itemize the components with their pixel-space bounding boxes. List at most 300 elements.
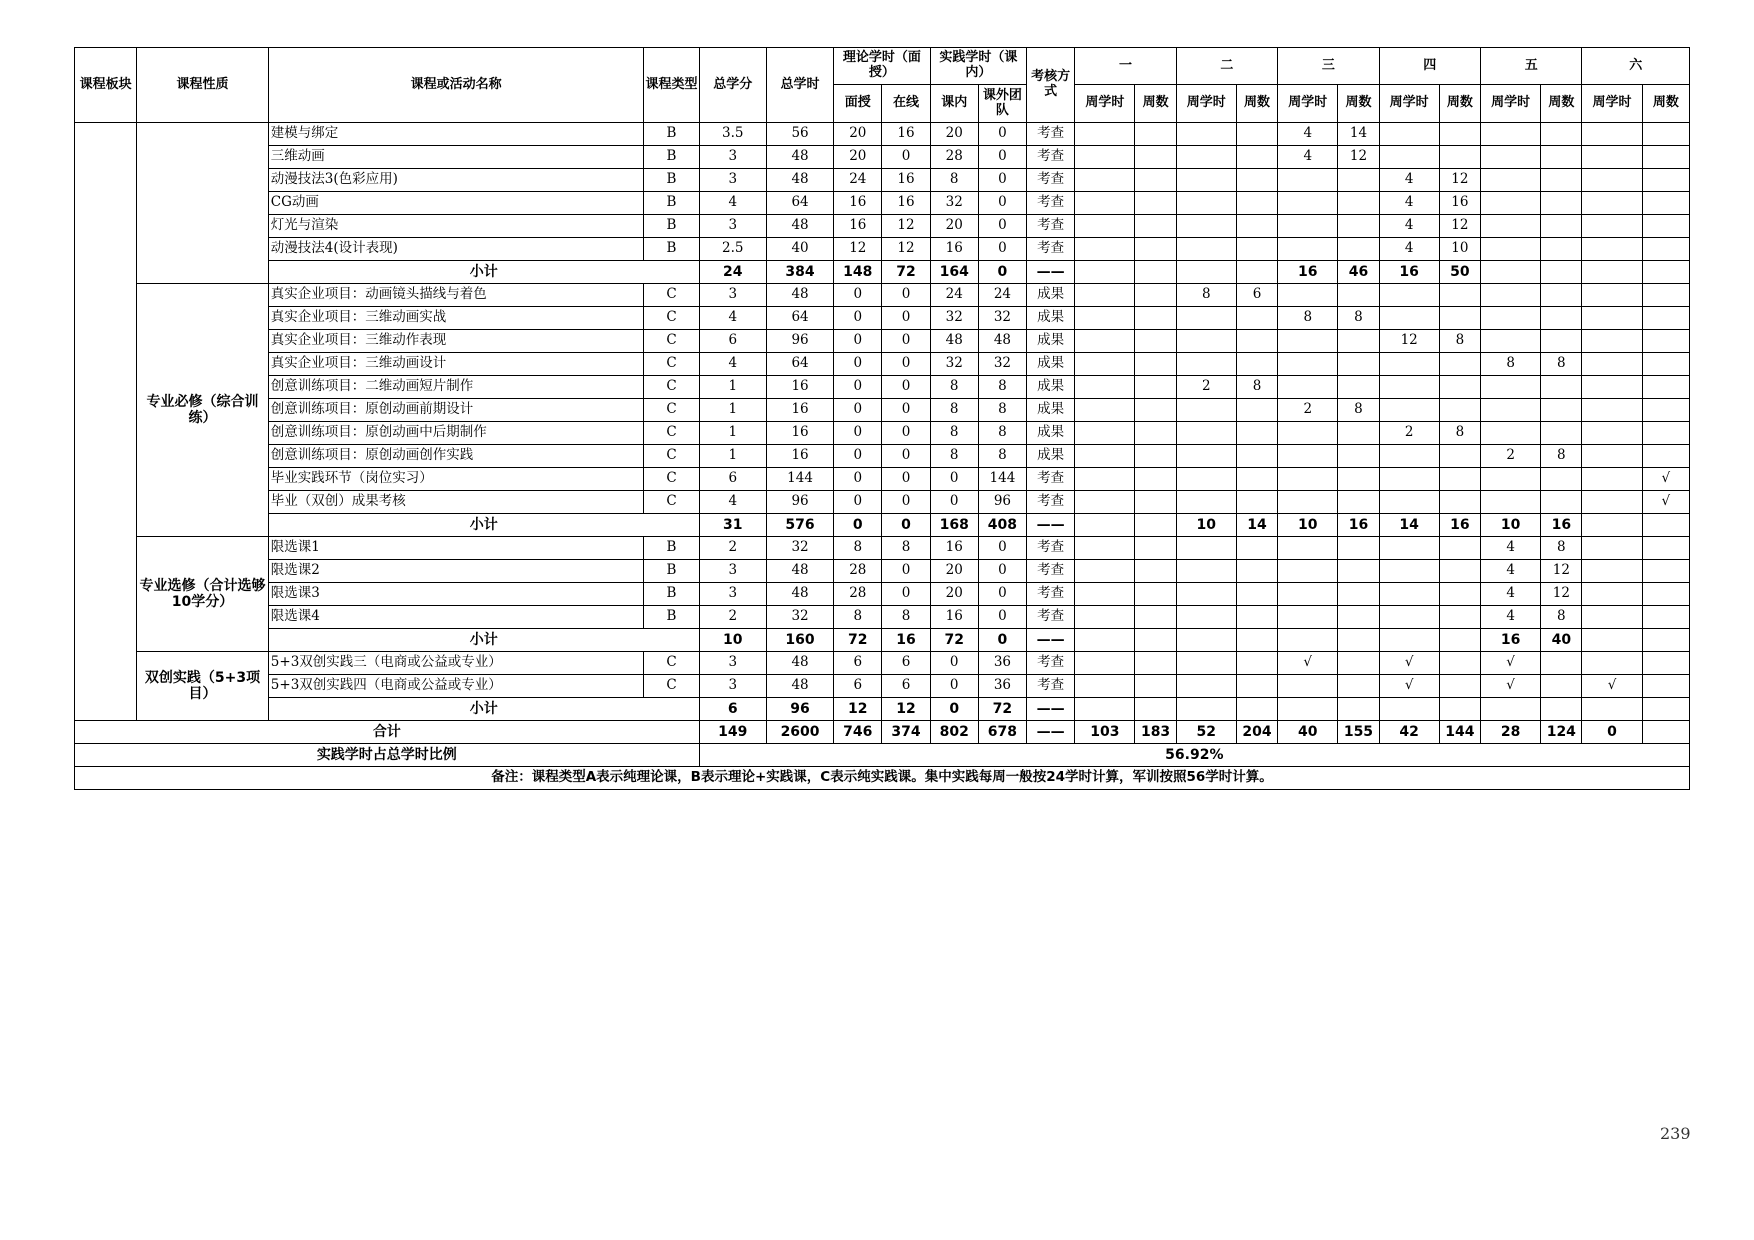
cell-weeks: [1541, 284, 1582, 307]
cell-credits: 1: [699, 399, 766, 422]
cell-week-hours: 8: [1176, 284, 1236, 307]
cell-weeks: [1135, 698, 1176, 721]
cell-weeks: [1135, 606, 1176, 629]
cell-assess: ——: [1027, 514, 1075, 537]
cell-hours: 160: [766, 629, 833, 652]
cell-week-hours: [1379, 537, 1439, 560]
course-name: 真实企业项目：三维动画实战: [268, 307, 644, 330]
cell-weeks: [1338, 537, 1379, 560]
cell-weeks: 12: [1338, 146, 1379, 169]
cell-inner: 16: [930, 238, 978, 261]
cell-online: 6: [882, 652, 930, 675]
cell-inner: 32: [930, 353, 978, 376]
cell-week-hours: 8: [1278, 307, 1338, 330]
cell-online: 0: [882, 330, 930, 353]
cell-week-hours: [1278, 537, 1338, 560]
course-type: B: [644, 146, 699, 169]
cell-f2f: 6: [834, 675, 882, 698]
cell-week-hours: [1176, 330, 1236, 353]
cell-week-hours: [1075, 330, 1135, 353]
cell-inner: 0: [930, 468, 978, 491]
cell-f2f: 0: [834, 284, 882, 307]
cell-week-hours: [1176, 307, 1236, 330]
cell-weeks: 12: [1541, 583, 1582, 606]
cell-assess: 考查: [1027, 675, 1075, 698]
cell-week-hours: [1075, 422, 1135, 445]
cell-week-hours: [1176, 445, 1236, 468]
cell-week-hours: 12: [1379, 330, 1439, 353]
course-block-cell: [75, 123, 137, 721]
cell-inner: 72: [930, 629, 978, 652]
cell-week-hours: 4: [1480, 583, 1540, 606]
cell-weeks: [1541, 468, 1582, 491]
cell-f2f: 72: [834, 629, 882, 652]
cell-week-hours: 16: [1480, 629, 1540, 652]
course-type: C: [644, 353, 699, 376]
cell-week-hours: [1480, 261, 1540, 284]
cell-inner: 24: [930, 284, 978, 307]
table-header: [75, 48, 1690, 123]
cell-week-hours: [1176, 261, 1236, 284]
cell-weeks: 8: [1439, 422, 1480, 445]
cell-weeks: [1236, 261, 1277, 284]
cell-week-hours: [1075, 537, 1135, 560]
cell-weeks: [1439, 123, 1480, 146]
cell-outer: 678: [978, 721, 1026, 744]
cell-weeks: [1236, 192, 1277, 215]
cell-week-hours: [1278, 284, 1338, 307]
cell-weeks: [1642, 123, 1689, 146]
cell-weeks: 8: [1439, 330, 1480, 353]
cell-week-hours: [1075, 675, 1135, 698]
cell-week-hours: [1480, 123, 1540, 146]
cell-weeks: [1642, 583, 1689, 606]
cell-f2f: 8: [834, 537, 882, 560]
cell-week-hours: [1176, 169, 1236, 192]
cell-inner: 164: [930, 261, 978, 284]
cell-weeks: [1439, 698, 1480, 721]
cell-week-hours: [1582, 123, 1642, 146]
cell-weeks: [1135, 514, 1176, 537]
cell-hours: 16: [766, 422, 833, 445]
cell-weeks: [1541, 215, 1582, 238]
cell-weeks: [1338, 629, 1379, 652]
cell-weeks: [1236, 353, 1277, 376]
course-name: 创意训练项目：原创动画中后期制作: [268, 422, 644, 445]
page-number: 239: [1660, 1124, 1691, 1143]
header-week-hours: 周学时: [1278, 85, 1338, 123]
course-name: 限选课3: [268, 583, 644, 606]
cell-week-hours: [1075, 514, 1135, 537]
cell-online: 16: [882, 629, 930, 652]
cell-weeks: [1642, 353, 1689, 376]
course-type: B: [644, 215, 699, 238]
subtotal-label: 小计: [268, 514, 699, 537]
table-row: [75, 606, 1690, 629]
cell-weeks: [1236, 698, 1277, 721]
cell-weeks: [1135, 422, 1176, 445]
subtotal-row: [75, 629, 1690, 652]
cell-weeks: [1439, 583, 1480, 606]
course-type: B: [644, 192, 699, 215]
header-practice: 实践学时（课内）: [930, 48, 1026, 85]
cell-assess: ——: [1027, 698, 1075, 721]
cell-weeks: [1338, 353, 1379, 376]
cell-weeks: [1541, 652, 1582, 675]
cell-week-hours: 2: [1480, 445, 1540, 468]
course-name: 灯光与渲染: [268, 215, 644, 238]
cell-week-hours: 8: [1480, 353, 1540, 376]
cell-week-hours: [1075, 238, 1135, 261]
cell-week-hours: 4: [1278, 123, 1338, 146]
practice-ratio-label: 实践学时占总学时比例: [75, 744, 700, 767]
cell-week-hours: √: [1582, 675, 1642, 698]
cell-assess: 考查: [1027, 169, 1075, 192]
header-week-hours: 周学时: [1176, 85, 1236, 123]
cell-weeks: [1135, 583, 1176, 606]
cell-assess: 考查: [1027, 215, 1075, 238]
cell-week-hours: [1176, 215, 1236, 238]
cell-hours: 48: [766, 583, 833, 606]
cell-week-hours: [1075, 399, 1135, 422]
cell-hours: 48: [766, 284, 833, 307]
cell-weeks: 8: [1338, 307, 1379, 330]
course-type: C: [644, 445, 699, 468]
cell-weeks: [1541, 399, 1582, 422]
cell-online: 16: [882, 169, 930, 192]
cell-f2f: 8: [834, 606, 882, 629]
cell-week-hours: [1278, 238, 1338, 261]
cell-weeks: 40: [1541, 629, 1582, 652]
cell-weeks: √: [1642, 468, 1689, 491]
cell-weeks: [1541, 123, 1582, 146]
cell-weeks: 12: [1439, 215, 1480, 238]
cell-week-hours: [1480, 192, 1540, 215]
cell-week-hours: [1582, 468, 1642, 491]
table-row: [75, 560, 1690, 583]
cell-weeks: [1541, 307, 1582, 330]
cell-credits: 6: [699, 468, 766, 491]
cell-inner: 16: [930, 537, 978, 560]
cell-week-hours: 16: [1278, 261, 1338, 284]
cell-outer: 0: [978, 146, 1026, 169]
cell-credits: 2.5: [699, 238, 766, 261]
cell-week-hours: [1278, 445, 1338, 468]
cell-week-hours: [1176, 399, 1236, 422]
cell-inner: 48: [930, 330, 978, 353]
table-row: [75, 284, 1690, 307]
cell-assess: 考查: [1027, 652, 1075, 675]
cell-inner: 0: [930, 491, 978, 514]
cell-online: 0: [882, 445, 930, 468]
cell-outer: 32: [978, 307, 1026, 330]
cell-hours: 96: [766, 491, 833, 514]
cell-credits: 4: [699, 353, 766, 376]
cell-weeks: [1135, 675, 1176, 698]
cell-weeks: [1541, 376, 1582, 399]
cell-weeks: [1642, 399, 1689, 422]
course-type: B: [644, 606, 699, 629]
cell-week-hours: [1176, 422, 1236, 445]
cell-outer: 0: [978, 261, 1026, 284]
header-assess: 考核方式: [1027, 48, 1075, 123]
cell-credits: 3: [699, 652, 766, 675]
cell-weeks: [1135, 238, 1176, 261]
course-name: 限选课4: [268, 606, 644, 629]
cell-weeks: 204: [1236, 721, 1277, 744]
cell-weeks: [1642, 606, 1689, 629]
cell-hours: 64: [766, 307, 833, 330]
cell-weeks: [1439, 445, 1480, 468]
cell-assess: 考查: [1027, 560, 1075, 583]
header-semester-4: 四: [1379, 48, 1480, 85]
total-label: 合计: [75, 721, 700, 744]
cell-week-hours: [1075, 583, 1135, 606]
cell-weeks: [1439, 560, 1480, 583]
cell-weeks: [1642, 376, 1689, 399]
course-name: 5+3双创实践三（电商或公益或专业）: [268, 652, 644, 675]
cell-hours: 144: [766, 468, 833, 491]
cell-week-hours: [1582, 284, 1642, 307]
cell-hours: 48: [766, 560, 833, 583]
cell-online: 0: [882, 583, 930, 606]
course-type: C: [644, 376, 699, 399]
cell-weeks: [1642, 238, 1689, 261]
cell-week-hours: 4: [1379, 238, 1439, 261]
table-row: [75, 468, 1690, 491]
cell-week-hours: [1582, 376, 1642, 399]
cell-week-hours: [1480, 698, 1540, 721]
cell-week-hours: [1075, 353, 1135, 376]
course-name: CG动画: [268, 192, 644, 215]
cell-online: 0: [882, 146, 930, 169]
cell-weeks: [1642, 652, 1689, 675]
cell-hours: 48: [766, 146, 833, 169]
cell-credits: 3.5: [699, 123, 766, 146]
cell-week-hours: [1075, 284, 1135, 307]
cell-week-hours: [1379, 307, 1439, 330]
cell-weeks: [1135, 353, 1176, 376]
header-semester-5: 五: [1480, 48, 1581, 85]
cell-week-hours: [1075, 261, 1135, 284]
cell-weeks: [1135, 537, 1176, 560]
cell-f2f: 16: [834, 192, 882, 215]
header-weeks: 周数: [1338, 85, 1379, 123]
course-type: C: [644, 491, 699, 514]
course-type: B: [644, 560, 699, 583]
cell-week-hours: 4: [1480, 606, 1540, 629]
cell-weeks: 46: [1338, 261, 1379, 284]
cell-outer: 36: [978, 675, 1026, 698]
cell-week-hours: [1278, 192, 1338, 215]
cell-weeks: [1338, 606, 1379, 629]
cell-weeks: 8: [1338, 399, 1379, 422]
table-row: [75, 192, 1690, 215]
cell-week-hours: [1480, 399, 1540, 422]
cell-week-hours: 28: [1480, 721, 1540, 744]
cell-credits: 10: [699, 629, 766, 652]
course-type: B: [644, 123, 699, 146]
table-row: [75, 675, 1690, 698]
cell-week-hours: [1075, 123, 1135, 146]
table-row: [75, 445, 1690, 468]
cell-week-hours: 14: [1379, 514, 1439, 537]
cell-credits: 149: [699, 721, 766, 744]
cell-weeks: [1642, 307, 1689, 330]
cell-hours: 32: [766, 606, 833, 629]
cell-week-hours: [1379, 606, 1439, 629]
cell-online: 0: [882, 353, 930, 376]
cell-weeks: √: [1642, 491, 1689, 514]
cell-online: 0: [882, 307, 930, 330]
cell-online: 0: [882, 468, 930, 491]
cell-week-hours: [1278, 169, 1338, 192]
cell-credits: 3: [699, 146, 766, 169]
cell-hours: 2600: [766, 721, 833, 744]
cell-weeks: 8: [1541, 445, 1582, 468]
cell-assess: 成果: [1027, 445, 1075, 468]
cell-hours: 96: [766, 698, 833, 721]
cell-inner: 0: [930, 652, 978, 675]
cell-week-hours: [1075, 491, 1135, 514]
cell-f2f: 0: [834, 353, 882, 376]
cell-weeks: [1338, 215, 1379, 238]
cell-assess: 考查: [1027, 146, 1075, 169]
cell-f2f: 0: [834, 468, 882, 491]
cell-credits: 2: [699, 537, 766, 560]
cell-weeks: [1439, 399, 1480, 422]
cell-weeks: [1338, 698, 1379, 721]
cell-assess: 成果: [1027, 353, 1075, 376]
cell-weeks: 155: [1338, 721, 1379, 744]
cell-weeks: [1236, 215, 1277, 238]
cell-assess: ——: [1027, 261, 1075, 284]
cell-weeks: [1338, 422, 1379, 445]
cell-week-hours: √: [1379, 652, 1439, 675]
course-name: 毕业实践环节（岗位实习）: [268, 468, 644, 491]
header-week-hours: 周学时: [1582, 85, 1642, 123]
cell-outer: 0: [978, 238, 1026, 261]
cell-weeks: [1338, 169, 1379, 192]
cell-inner: 8: [930, 169, 978, 192]
cell-week-hours: 4: [1379, 215, 1439, 238]
cell-online: 12: [882, 215, 930, 238]
cell-inner: 16: [930, 606, 978, 629]
cell-f2f: 0: [834, 514, 882, 537]
course-name: 真实企业项目：动画镜头描线与着色: [268, 284, 644, 307]
table-body: [75, 123, 1690, 790]
course-type: C: [644, 675, 699, 698]
cell-weeks: [1642, 514, 1689, 537]
cell-online: 16: [882, 123, 930, 146]
cell-weeks: 12: [1439, 169, 1480, 192]
cell-week-hours: [1379, 353, 1439, 376]
cell-weeks: 10: [1439, 238, 1480, 261]
subtotal-label: 小计: [268, 629, 699, 652]
cell-weeks: [1541, 192, 1582, 215]
cell-week-hours: [1379, 629, 1439, 652]
cell-online: 374: [882, 721, 930, 744]
cell-f2f: 20: [834, 146, 882, 169]
cell-inner: 0: [930, 675, 978, 698]
cell-weeks: [1135, 491, 1176, 514]
cell-weeks: 16: [1439, 192, 1480, 215]
cell-week-hours: [1582, 146, 1642, 169]
cell-week-hours: [1582, 215, 1642, 238]
cell-weeks: [1236, 675, 1277, 698]
course-name: 创意训练项目：原创动画前期设计: [268, 399, 644, 422]
cell-f2f: 0: [834, 422, 882, 445]
cell-inner: 168: [930, 514, 978, 537]
cell-week-hours: [1075, 307, 1135, 330]
course-type: B: [644, 537, 699, 560]
cell-weeks: [1642, 721, 1689, 744]
cell-weeks: [1236, 307, 1277, 330]
cell-outer: 8: [978, 445, 1026, 468]
header-semester-3: 三: [1278, 48, 1379, 85]
cell-week-hours: 4: [1379, 169, 1439, 192]
cell-week-hours: 103: [1075, 721, 1135, 744]
course-nature: 专业选修（合计选够10学分）: [137, 537, 269, 652]
cell-assess: 考查: [1027, 192, 1075, 215]
cell-week-hours: 10: [1278, 514, 1338, 537]
cell-weeks: 8: [1541, 606, 1582, 629]
table-row: [75, 330, 1690, 353]
cell-assess: 考查: [1027, 583, 1075, 606]
cell-weeks: [1642, 169, 1689, 192]
table-row: [75, 491, 1690, 514]
cell-week-hours: √: [1480, 652, 1540, 675]
cell-weeks: 6: [1236, 284, 1277, 307]
cell-week-hours: [1176, 192, 1236, 215]
cell-credits: 3: [699, 284, 766, 307]
cell-weeks: [1135, 261, 1176, 284]
cell-week-hours: [1278, 491, 1338, 514]
cell-online: 8: [882, 537, 930, 560]
cell-online: 0: [882, 560, 930, 583]
cell-online: 0: [882, 422, 930, 445]
cell-f2f: 16: [834, 215, 882, 238]
cell-online: 72: [882, 261, 930, 284]
cell-online: 0: [882, 491, 930, 514]
course-name: 真实企业项目：三维动作表现: [268, 330, 644, 353]
cell-weeks: [1439, 652, 1480, 675]
cell-weeks: [1338, 376, 1379, 399]
cell-week-hours: 10: [1480, 514, 1540, 537]
cell-weeks: [1439, 307, 1480, 330]
cell-weeks: 183: [1135, 721, 1176, 744]
cell-assess: 成果: [1027, 399, 1075, 422]
cell-weeks: [1236, 560, 1277, 583]
total-row: [75, 721, 1690, 744]
cell-week-hours: [1379, 491, 1439, 514]
cell-week-hours: 2: [1176, 376, 1236, 399]
course-type: B: [644, 169, 699, 192]
cell-credits: 4: [699, 491, 766, 514]
course-type: C: [644, 284, 699, 307]
cell-week-hours: [1582, 560, 1642, 583]
cell-week-hours: [1176, 583, 1236, 606]
cell-weeks: [1236, 445, 1277, 468]
cell-week-hours: [1278, 376, 1338, 399]
cell-f2f: 20: [834, 123, 882, 146]
cell-weeks: [1541, 675, 1582, 698]
cell-week-hours: [1278, 215, 1338, 238]
note-row: [75, 767, 1690, 790]
cell-week-hours: [1480, 215, 1540, 238]
cell-inner: 8: [930, 376, 978, 399]
cell-weeks: [1439, 537, 1480, 560]
